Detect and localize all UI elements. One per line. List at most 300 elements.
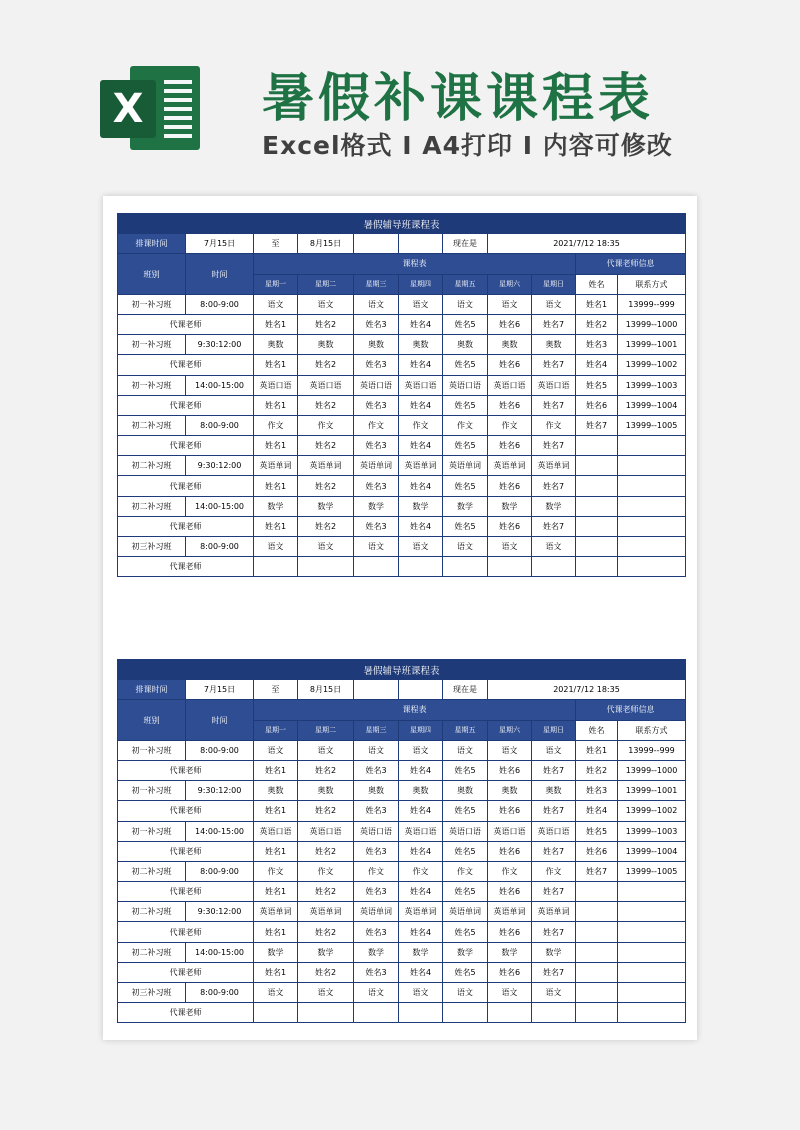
empty-cell <box>618 1003 686 1023</box>
teacher-cell: 姓名6 <box>488 760 532 780</box>
table-row <box>118 922 686 942</box>
subject-cell: 奥数 <box>399 781 443 801</box>
teacher-cell: 姓名5 <box>443 436 488 456</box>
empty-cell <box>618 942 686 962</box>
teacher-cell: 姓名3 <box>354 314 399 334</box>
table-row <box>118 476 686 496</box>
contact-phone: 13999--1001 <box>618 335 686 355</box>
contact-name: 姓名5 <box>576 375 618 395</box>
start-date: 7月15日 <box>186 234 254 254</box>
teacher-name-header: 姓名 <box>576 720 618 740</box>
teacher-cell: 姓名1 <box>254 436 298 456</box>
table-title: 暑假辅导班课程表 <box>118 660 686 680</box>
subject-cell: 语文 <box>298 740 354 760</box>
teacher-cell: 姓名3 <box>354 355 399 375</box>
subject-cell: 语文 <box>443 294 488 314</box>
subject-cell: 作文 <box>298 415 354 435</box>
teacher-cell <box>488 557 532 577</box>
subject-cell: 语文 <box>354 983 399 1003</box>
schedule-table <box>117 659 686 1023</box>
teacher-cell <box>354 557 399 577</box>
teacher-cell: 姓名1 <box>254 841 298 861</box>
end-date: 8月15日 <box>298 234 354 254</box>
teacher-cell: 姓名6 <box>488 314 532 334</box>
teacher-cell: 姓名2 <box>298 760 354 780</box>
teacher-cell: 姓名7 <box>532 801 576 821</box>
subject-cell: 英语口语 <box>354 821 399 841</box>
class-header: 班别 <box>118 254 186 294</box>
subject-cell: 英语口语 <box>443 821 488 841</box>
teacher-cell: 姓名6 <box>488 882 532 902</box>
teacher-cell: 姓名5 <box>443 476 488 496</box>
table-row <box>118 375 686 395</box>
subject-cell: 英语口语 <box>298 375 354 395</box>
teacher-cell: 姓名4 <box>399 882 443 902</box>
subject-cell: 语文 <box>298 294 354 314</box>
teacher-cell: 姓名6 <box>488 922 532 942</box>
subject-cell: 英语口语 <box>399 821 443 841</box>
class-time: 9:30:12:00 <box>186 902 254 922</box>
teacher-cell: 姓名1 <box>254 476 298 496</box>
subject-cell: 数学 <box>532 942 576 962</box>
subject-cell: 语文 <box>399 983 443 1003</box>
teacher-cell: 姓名1 <box>254 760 298 780</box>
empty-cell <box>618 537 686 557</box>
weekday-header: 星期五 <box>443 720 488 740</box>
table-row <box>118 882 686 902</box>
now-value: 2021/7/12 18:35 <box>488 234 686 254</box>
contact-phone: 13999--1002 <box>618 801 686 821</box>
teacher-cell: 姓名5 <box>443 962 488 982</box>
table-row <box>118 781 686 801</box>
subject-cell: 英语单词 <box>399 902 443 922</box>
time-header: 时间 <box>186 254 254 294</box>
subject-cell: 数学 <box>532 496 576 516</box>
weekday-header: 星期日 <box>532 720 576 740</box>
subject-cell: 英语单词 <box>532 902 576 922</box>
empty-cell <box>576 436 618 456</box>
subject-cell: 语文 <box>399 294 443 314</box>
subject-cell: 作文 <box>443 415 488 435</box>
empty-cell <box>618 902 686 922</box>
contact-name: 姓名3 <box>576 335 618 355</box>
class-time: 9:30:12:00 <box>186 456 254 476</box>
class-name: 初一补习班 <box>118 294 186 314</box>
empty-cell <box>399 680 443 700</box>
teacher-cell: 姓名3 <box>354 476 399 496</box>
contact-name: 姓名7 <box>576 861 618 881</box>
class-time: 8:00-9:00 <box>186 415 254 435</box>
teacher-row-label: 代课老师 <box>118 314 254 334</box>
subject-cell: 语文 <box>488 740 532 760</box>
teacher-info-header: 代课老师信息 <box>576 254 686 274</box>
subject-cell: 数学 <box>488 496 532 516</box>
table-row <box>118 740 686 760</box>
to-label: 至 <box>254 680 298 700</box>
teacher-cell: 姓名1 <box>254 922 298 942</box>
empty-cell <box>354 680 399 700</box>
weekday-header: 星期一 <box>254 720 298 740</box>
teacher-cell: 姓名4 <box>399 436 443 456</box>
class-time: 14:00-15:00 <box>186 821 254 841</box>
empty-cell <box>354 234 399 254</box>
document-page <box>103 196 697 1040</box>
subject-cell: 英语口语 <box>399 375 443 395</box>
subject-cell: 数学 <box>354 942 399 962</box>
teacher-cell: 姓名4 <box>399 476 443 496</box>
teacher-cell: 姓名7 <box>532 395 576 415</box>
class-name: 初二补习班 <box>118 902 186 922</box>
subject-cell: 语文 <box>298 983 354 1003</box>
teacher-cell: 姓名3 <box>354 801 399 821</box>
subject-cell: 英语口语 <box>532 821 576 841</box>
schedule-table <box>117 213 686 577</box>
weekday-header: 星期三 <box>354 720 399 740</box>
class-name: 初一补习班 <box>118 821 186 841</box>
teacher-cell: 姓名4 <box>399 801 443 821</box>
table-row <box>118 436 686 456</box>
teacher-cell: 姓名7 <box>532 314 576 334</box>
contact-name: 姓名6 <box>576 841 618 861</box>
contact-phone: 13999--1002 <box>618 355 686 375</box>
teacher-cell <box>532 557 576 577</box>
empty-cell <box>618 882 686 902</box>
subject-cell: 英语单词 <box>298 902 354 922</box>
teacher-cell: 姓名5 <box>443 355 488 375</box>
teacher-cell <box>354 1003 399 1023</box>
subject-cell: 英语单词 <box>354 902 399 922</box>
empty-cell <box>576 496 618 516</box>
teacher-cell: 姓名6 <box>488 516 532 536</box>
page-subtitle: Excel格式 I A4打印 I 内容可修改 <box>262 131 673 160</box>
contact-phone: 13999--1003 <box>618 375 686 395</box>
class-name: 初二补习班 <box>118 496 186 516</box>
teacher-cell <box>532 1003 576 1023</box>
subject-cell: 语文 <box>254 294 298 314</box>
subject-cell: 英语口语 <box>532 375 576 395</box>
subject-cell: 语文 <box>298 537 354 557</box>
teacher-cell: 姓名1 <box>254 516 298 536</box>
teacher-row-label: 代课老师 <box>118 1003 254 1023</box>
subject-cell: 作文 <box>532 861 576 881</box>
teacher-cell: 姓名3 <box>354 962 399 982</box>
subject-cell: 数学 <box>254 942 298 962</box>
teacher-cell: 姓名6 <box>488 436 532 456</box>
teacher-cell: 姓名2 <box>298 516 354 536</box>
teacher-cell: 姓名3 <box>354 882 399 902</box>
contact-name: 姓名1 <box>576 740 618 760</box>
teacher-cell: 姓名4 <box>399 922 443 942</box>
empty-cell <box>618 436 686 456</box>
teacher-cell: 姓名7 <box>532 962 576 982</box>
empty-cell <box>618 456 686 476</box>
table-row <box>118 395 686 415</box>
table-row <box>118 821 686 841</box>
subject-cell: 奥数 <box>443 781 488 801</box>
subject-cell: 奥数 <box>488 335 532 355</box>
teacher-row-label: 代课老师 <box>118 801 254 821</box>
now-label: 现在是 <box>443 234 488 254</box>
subject-cell: 作文 <box>254 861 298 881</box>
class-name: 初一补习班 <box>118 375 186 395</box>
weekday-header: 星期日 <box>532 274 576 294</box>
time-header: 时间 <box>186 700 254 740</box>
subject-cell: 数学 <box>443 942 488 962</box>
contact-phone: 13999--1004 <box>618 841 686 861</box>
empty-cell <box>618 516 686 536</box>
schedule-sheet-1 <box>117 213 685 577</box>
teacher-cell: 姓名2 <box>298 395 354 415</box>
teacher-cell: 姓名3 <box>354 436 399 456</box>
class-time: 8:00-9:00 <box>186 294 254 314</box>
table-row <box>118 516 686 536</box>
class-name: 初三补习班 <box>118 983 186 1003</box>
contact-phone: 13999--1005 <box>618 415 686 435</box>
subject-cell: 作文 <box>443 861 488 881</box>
subject-cell: 语文 <box>532 294 576 314</box>
class-name: 初二补习班 <box>118 861 186 881</box>
subject-cell: 英语单词 <box>443 902 488 922</box>
subject-cell: 英语单词 <box>399 456 443 476</box>
table-row <box>118 557 686 577</box>
subject-cell: 语文 <box>532 983 576 1003</box>
subject-cell: 语文 <box>532 537 576 557</box>
schedule-sheet-2 <box>117 659 685 1023</box>
teacher-cell: 姓名7 <box>532 882 576 902</box>
subject-cell: 数学 <box>354 496 399 516</box>
teacher-cell: 姓名5 <box>443 801 488 821</box>
class-name: 初二补习班 <box>118 456 186 476</box>
teacher-cell: 姓名6 <box>488 801 532 821</box>
teacher-cell: 姓名1 <box>254 882 298 902</box>
contact-header: 联系方式 <box>618 274 686 294</box>
teacher-cell: 姓名4 <box>399 516 443 536</box>
subject-cell: 英语单词 <box>488 456 532 476</box>
class-time: 8:00-9:00 <box>186 983 254 1003</box>
teacher-row-label: 代课老师 <box>118 476 254 496</box>
table-row <box>118 841 686 861</box>
subject-cell: 英语单词 <box>254 902 298 922</box>
empty-cell <box>618 476 686 496</box>
empty-cell <box>618 557 686 577</box>
teacher-cell: 姓名5 <box>443 841 488 861</box>
teacher-cell: 姓名2 <box>298 314 354 334</box>
empty-cell <box>576 516 618 536</box>
contact-phone: 13999--1005 <box>618 861 686 881</box>
weekday-header: 星期四 <box>399 274 443 294</box>
teacher-cell: 姓名7 <box>532 476 576 496</box>
subject-cell: 英语口语 <box>354 375 399 395</box>
table-title: 暑假辅导班课程表 <box>118 214 686 234</box>
teacher-cell: 姓名3 <box>354 922 399 942</box>
subject-cell: 英语口语 <box>488 821 532 841</box>
subject-cell: 语文 <box>399 537 443 557</box>
subject-cell: 作文 <box>488 861 532 881</box>
contact-phone: 13999--999 <box>618 294 686 314</box>
subject-cell: 作文 <box>488 415 532 435</box>
contact-name: 姓名4 <box>576 801 618 821</box>
teacher-row-label: 代课老师 <box>118 516 254 536</box>
now-label: 现在是 <box>443 680 488 700</box>
teacher-cell: 姓名4 <box>399 395 443 415</box>
subject-cell: 奥数 <box>298 335 354 355</box>
empty-cell <box>576 942 618 962</box>
table-row <box>118 1003 686 1023</box>
teacher-cell <box>298 1003 354 1023</box>
table-row <box>118 942 686 962</box>
table-row <box>118 314 686 334</box>
class-time: 14:00-15:00 <box>186 375 254 395</box>
teacher-cell: 姓名2 <box>298 801 354 821</box>
subject-cell: 英语口语 <box>488 375 532 395</box>
subject-cell: 语文 <box>488 983 532 1003</box>
subject-cell: 数学 <box>443 496 488 516</box>
table-row <box>118 861 686 881</box>
teacher-row-label: 代课老师 <box>118 760 254 780</box>
teacher-cell <box>254 1003 298 1023</box>
weekday-header: 星期三 <box>354 274 399 294</box>
contact-name: 姓名1 <box>576 294 618 314</box>
teacher-cell: 姓名3 <box>354 516 399 536</box>
subject-cell: 语文 <box>354 537 399 557</box>
teacher-cell: 姓名5 <box>443 516 488 536</box>
subject-cell: 奥数 <box>254 781 298 801</box>
table-row <box>118 294 686 314</box>
excel-logo-icon <box>100 62 202 154</box>
subject-cell: 数学 <box>399 942 443 962</box>
subject-cell: 语文 <box>354 294 399 314</box>
weekday-header: 星期二 <box>298 720 354 740</box>
teacher-cell: 姓名7 <box>532 355 576 375</box>
contact-phone: 13999--1001 <box>618 781 686 801</box>
teacher-cell: 姓名6 <box>488 395 532 415</box>
teacher-cell: 姓名5 <box>443 395 488 415</box>
teacher-cell: 姓名6 <box>488 962 532 982</box>
subject-cell: 语文 <box>254 537 298 557</box>
subject-cell: 英语单词 <box>254 456 298 476</box>
table-row <box>118 962 686 982</box>
teacher-row-label: 代课老师 <box>118 395 254 415</box>
subject-cell: 英语单词 <box>443 456 488 476</box>
empty-cell <box>399 234 443 254</box>
subject-cell: 作文 <box>254 415 298 435</box>
teacher-cell: 姓名7 <box>532 922 576 942</box>
class-header: 班别 <box>118 700 186 740</box>
teacher-cell: 姓名6 <box>488 355 532 375</box>
class-time: 14:00-15:00 <box>186 496 254 516</box>
empty-cell <box>576 456 618 476</box>
subject-cell: 奥数 <box>443 335 488 355</box>
class-time: 8:00-9:00 <box>186 861 254 881</box>
contact-name: 姓名7 <box>576 415 618 435</box>
teacher-cell <box>399 1003 443 1023</box>
subject-cell: 语文 <box>443 983 488 1003</box>
contact-header: 联系方式 <box>618 720 686 740</box>
excel-logo-letter: X <box>100 80 156 138</box>
empty-cell <box>576 922 618 942</box>
page-title: 暑假补课课程表 <box>262 69 655 129</box>
teacher-row-label: 代课老师 <box>118 355 254 375</box>
empty-cell <box>618 962 686 982</box>
teacher-cell: 姓名6 <box>488 841 532 861</box>
class-name: 初一补习班 <box>118 335 186 355</box>
subject-cell: 奥数 <box>298 781 354 801</box>
subject-cell: 英语口语 <box>254 375 298 395</box>
subject-cell: 语文 <box>254 740 298 760</box>
empty-cell <box>576 902 618 922</box>
teacher-cell: 姓名7 <box>532 760 576 780</box>
teacher-row-label: 代课老师 <box>118 841 254 861</box>
subject-cell: 数学 <box>399 496 443 516</box>
subject-cell: 英语口语 <box>443 375 488 395</box>
teacher-cell: 姓名3 <box>354 760 399 780</box>
teacher-cell: 姓名3 <box>354 395 399 415</box>
teacher-cell <box>399 557 443 577</box>
contact-phone: 13999--1003 <box>618 821 686 841</box>
table-row <box>118 902 686 922</box>
teacher-cell: 姓名1 <box>254 395 298 415</box>
subject-cell: 数学 <box>298 496 354 516</box>
empty-cell <box>576 557 618 577</box>
table-row <box>118 456 686 476</box>
subject-cell: 作文 <box>354 861 399 881</box>
subject-cell: 语文 <box>399 740 443 760</box>
contact-name: 姓名2 <box>576 314 618 334</box>
weekday-header: 星期六 <box>488 274 532 294</box>
table-row <box>118 983 686 1003</box>
subject-cell: 语文 <box>354 740 399 760</box>
teacher-cell: 姓名1 <box>254 355 298 375</box>
class-time: 8:00-9:00 <box>186 740 254 760</box>
teacher-cell: 姓名1 <box>254 801 298 821</box>
course-header: 课程表 <box>254 700 576 720</box>
subject-cell: 奥数 <box>354 781 399 801</box>
contact-phone: 13999--1004 <box>618 395 686 415</box>
teacher-cell: 姓名5 <box>443 760 488 780</box>
teacher-cell: 姓名7 <box>532 841 576 861</box>
table-row <box>118 801 686 821</box>
subject-cell: 作文 <box>399 861 443 881</box>
subject-cell: 语文 <box>254 983 298 1003</box>
empty-cell <box>576 537 618 557</box>
subject-cell: 奥数 <box>532 335 576 355</box>
teacher-cell <box>443 557 488 577</box>
teacher-cell: 姓名5 <box>443 922 488 942</box>
teacher-cell <box>443 1003 488 1023</box>
course-header: 课程表 <box>254 254 576 274</box>
contact-name: 姓名6 <box>576 395 618 415</box>
empty-cell <box>576 882 618 902</box>
teacher-cell: 姓名5 <box>443 882 488 902</box>
teacher-cell: 姓名1 <box>254 962 298 982</box>
subject-cell: 作文 <box>354 415 399 435</box>
subject-cell: 作文 <box>399 415 443 435</box>
contact-name: 姓名3 <box>576 781 618 801</box>
contact-phone: 13999--999 <box>618 740 686 760</box>
teacher-cell: 姓名4 <box>399 314 443 334</box>
contact-name: 姓名5 <box>576 821 618 841</box>
teacher-cell: 姓名6 <box>488 476 532 496</box>
teacher-cell <box>254 557 298 577</box>
teacher-cell <box>298 557 354 577</box>
empty-cell <box>576 983 618 1003</box>
teacher-row-label: 代课老师 <box>118 436 254 456</box>
teacher-cell: 姓名4 <box>399 355 443 375</box>
subject-cell: 奥数 <box>399 335 443 355</box>
empty-cell <box>576 1003 618 1023</box>
teacher-row-label: 代课老师 <box>118 922 254 942</box>
subject-cell: 英语口语 <box>298 821 354 841</box>
